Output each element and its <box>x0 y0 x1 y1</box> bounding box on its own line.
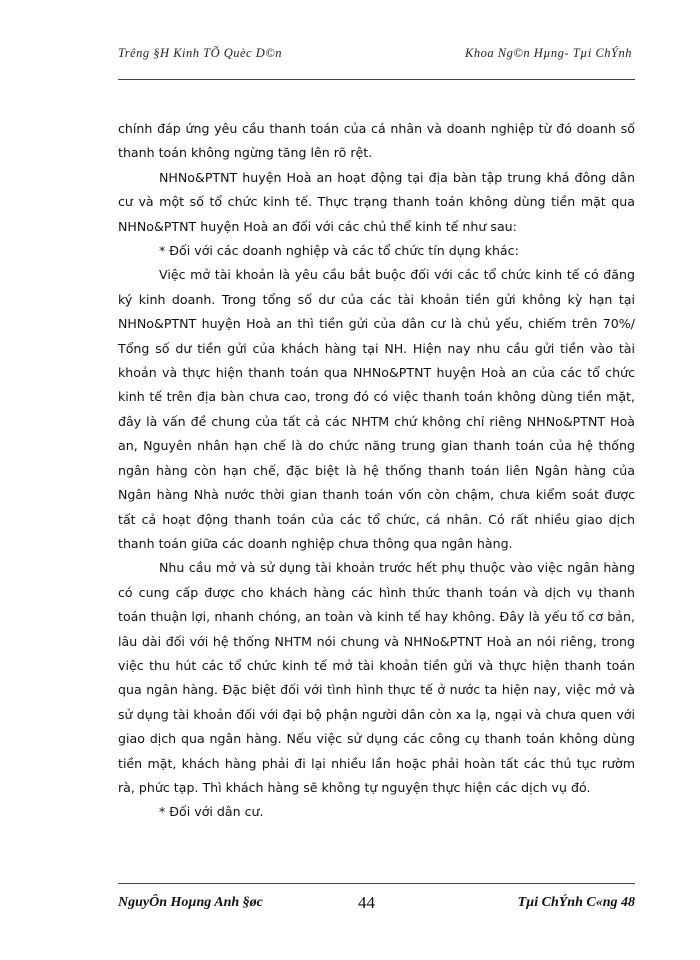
paragraph-overview: NHNo&PTNT huyện Hoà an hoạt động tại địa bàn tập trung khá đông dân cư và một số tổ chức kinh tế. Thực trạng thanh toán không dùng tiền mặt qua NHNo&PTNT huyện Hoà an đối với các chủ thể kinh tế như sau: <box>118 169 635 234</box>
footer-class: Tµi ChÝnh C«ng 48 <box>517 895 635 910</box>
subheading-residents: * Đối với dân cư. <box>159 804 264 820</box>
header-university: Trêng §H Kinh TÕ Quèc D©n <box>118 46 283 60</box>
subheading-enterprises: * Đối với các doanh nghiệp và các tổ chức tín dụng khác: <box>159 243 519 259</box>
header-faculty: Khoa Ng©n Hµng- Tµi ChÝnh <box>465 46 632 60</box>
paragraph-account-opening: Việc mở tài khoản là yêu cầu bắt buộc đối với các tổ chức kinh tế có đăng ký kinh doanh. Trong tổng số dư của các tài khoản tiền gửi không kỳ hạn tại NHNo&PTNT huyện Hoà an thì tiền gửi của dân cư là chủ yếu, chiếm trên 70%/ Tổng số dư tiền gửi của khách hàng tại NH. Hiện nay nhu cầu gửi tiền vào tài khoản và thực hiện thanh toán qua NHNo&PTNT huyện Hoà an của các tổ chức kinh tế trên địa bàn chưa cao, trong đó có việc thanh toán không dùng tiền mặt, đây là vấn đề chung của tất cả các NHTM chứ không chỉ riêng NHNo&PTNT Hoà an, Nguyên nhân hạn chế là do chức năng trung gian thanh toán của hệ thống ngân hàng còn hạn chế, đặc biệt là hệ thống thanh toán liên Ngân hàng của Ngân hàng Nhà nước thời gian thanh toán vốn còn chậm, chưa kiểm soát được tất cả hoạt động thanh toán của các tổ chức, cá nhân. Có rất nhiều giao dịch thanh toán giữa các doanh nghiệp chưa thông qua ngân hàng. <box>118 267 635 551</box>
paragraph-account-demand: Nhu cầu mở và sử dụng tài khoản trước hết phụ thuộc vào việc ngân hàng có cung cấp được cho khách hàng các hình thức thanh toán và dịch vụ thanh toán thuận lợi, nhanh chóng, an toàn và kinh tế hay không. Đây là yếu tố cơ bản, lâu dài đối với hệ thống NHTM nói chung và NHNo&PTNT Hoà an nói riêng, trong việc thu hút các tổ chức kinh tế mở tài khoản tiền gửi và thực hiện thanh toán qua ngân hàng. Đặc biệt đối với tình hình thực tế ở nước ta hiện nay, việc mở và sử dụng tài khoản đối với đại bộ phận người dân còn xa lạ, ngại và chưa quen với giao dịch qua ngân hàng. Nếu việc sử dụng các công cụ thanh toán không dùng tiền mặt, khách hàng phải đi lại nhiều lần hoặc phải hoàn tất các thủ tục rườm rà, phức tạp. Thì khách hàng sẽ không tự nguyện thực hiện các dịch vụ đó. <box>118 560 635 795</box>
page-footer <box>118 893 635 917</box>
page-number: 44 <box>358 893 375 912</box>
page-header <box>118 46 632 68</box>
footer-rule <box>118 883 635 884</box>
footer-author: NguyÔn Hoµng Anh §øc <box>118 895 263 910</box>
paragraph-continuation: chính đáp ứng yêu cầu thanh toán của cá nhân và doanh nghiệp từ đó doanh số thanh toán không ngừng tăng lên rõ rệt. <box>118 121 635 161</box>
header-rule <box>118 79 635 80</box>
document-body <box>118 117 635 825</box>
